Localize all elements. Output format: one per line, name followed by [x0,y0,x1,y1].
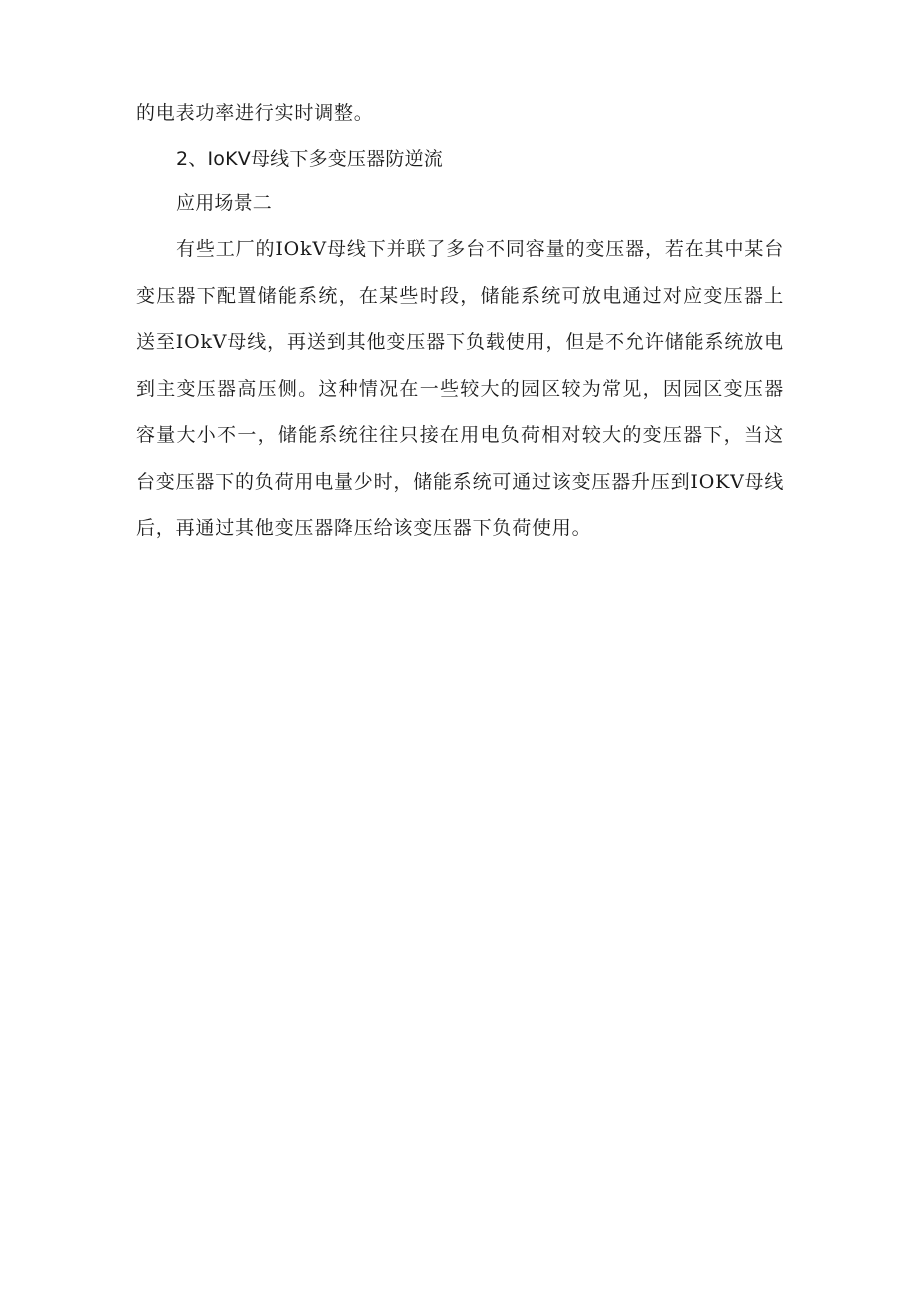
continuation-text: 的电表功率进行实时调整。 [136,102,374,124]
paragraph-line: 到主变压器高压侧。这种情况在一些较大的园区较为常见，因园区变压器 [136,377,784,400]
section-heading: 2、IoKV母线下多变压器防逆流 [176,148,443,170]
scenario-paragraph [136,232,784,558]
paragraph-line: 变压器下配置储能系统，在某些时段，储能系统可放电通过对应变压器上 [136,284,784,307]
paragraph-line: 容量大小不一，储能系统往往只接在用电负荷相对较大的变压器下，当这 [136,424,784,446]
document-body [136,96,784,558]
paragraph-line: 送至IOkV母线，再送到其他变压器下负载使用，但是不允许储能系统放电 [136,331,784,353]
paragraph-line: 有些工厂的IOkV母线下并联了多台不同容量的变压器，若在其中某台 [176,238,784,260]
paragraph-line: 后，再通过其他变压器降压给该变压器下负荷使用。 [136,517,592,539]
scenario-heading: 应用场景二 [176,192,273,214]
paragraph-line: 台变压器下的负荷用电量少时，储能系统可通过该变压器升压到IOKV母线 [136,470,785,493]
